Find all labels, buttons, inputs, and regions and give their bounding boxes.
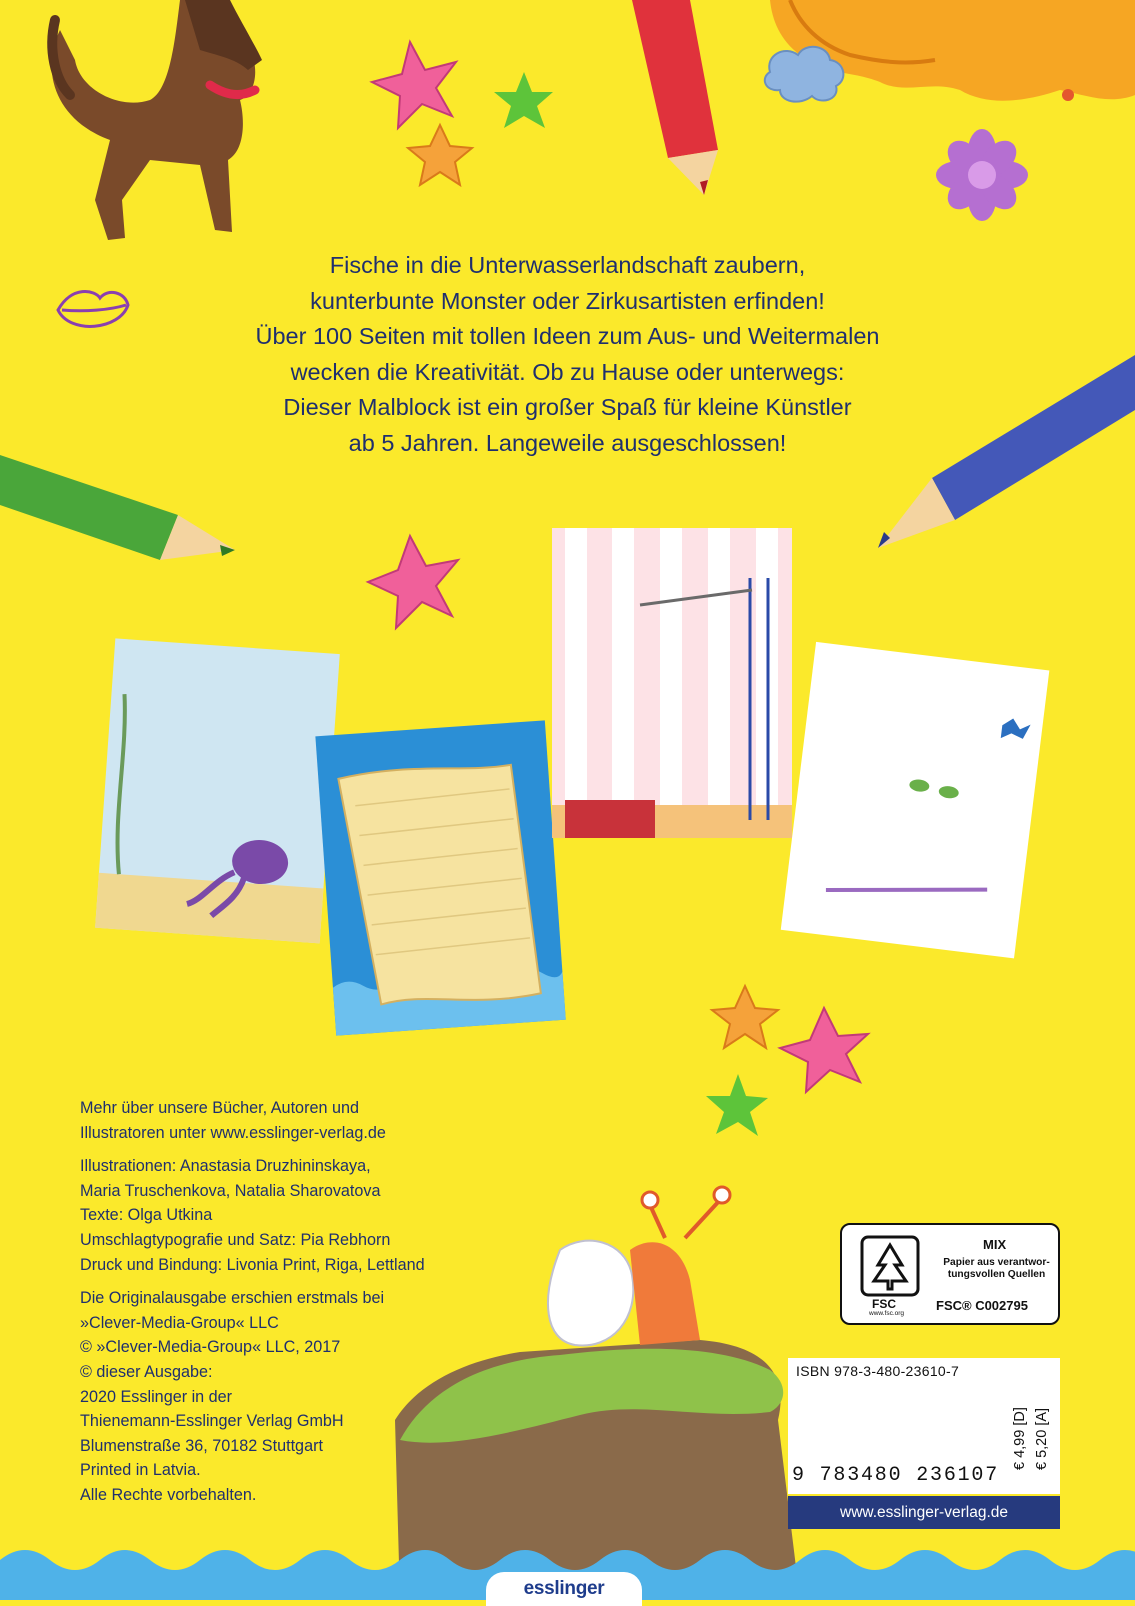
price-germany: € 4,99 [D] xyxy=(1012,1407,1028,1470)
publisher-logo-text: esslinger xyxy=(523,1578,605,1599)
barcode-panel xyxy=(788,1358,1060,1494)
orange-star-illustration xyxy=(408,125,472,185)
imprint-line: Maria Truschenkova, Natalia Sharovatova xyxy=(80,1181,381,1200)
imprint-line: Illustrationen: Anastasia Druzhininskaya, xyxy=(80,1157,371,1176)
imprint-line: »Clever-Media-Group« LLC xyxy=(80,1313,279,1332)
dog-illustration xyxy=(52,0,262,240)
barcode-digits: 9 783480 236107 xyxy=(792,1464,1000,1487)
blurb-line: Dieser Malblock ist ein großer Spaß für kleine Künstler xyxy=(283,394,852,420)
green-star-illustration xyxy=(494,72,553,128)
letter-page-illustration xyxy=(315,720,565,1035)
imprint-line: Alle Rechte vorbehalten. xyxy=(80,1485,257,1504)
imprint-line: Blumenstraße 36, 70182 Stuttgart xyxy=(80,1436,323,1455)
fsc-tree-icon xyxy=(860,1235,920,1297)
underwater-page-illustration xyxy=(95,638,340,943)
imprint-line: Die Originalausgabe erschien erstmals bei xyxy=(80,1289,385,1308)
circus-page-illustration xyxy=(552,528,792,838)
imprint-line: © dieser Ausgabe: xyxy=(80,1362,213,1381)
imprint-line: 2020 Esslinger in der xyxy=(80,1387,233,1406)
pink-star-illustration xyxy=(372,42,456,128)
fsc-wordmark: FSC xyxy=(872,1297,896,1311)
lips-doodle-illustration xyxy=(58,291,128,326)
cover-blurb xyxy=(180,248,955,461)
fsc-label xyxy=(840,1223,1060,1325)
blurb-line: Fische in die Unterwasserlandschaft zaubern, xyxy=(329,252,806,278)
red-pencil-illustration xyxy=(632,0,718,195)
imprint-line: Umschlagtypografie und Satz: Pia Rebhorn xyxy=(80,1230,391,1249)
imprint-line: Druck und Bindung: Livonia Print, Riga, Lettland xyxy=(80,1255,425,1274)
blurb-line: ab 5 Jahren. Langeweile ausgeschlossen! xyxy=(348,429,787,456)
pink-star-illustration xyxy=(368,536,458,628)
fsc-paper-text: Papier aus verantwor-tungsvollen Quellen xyxy=(943,1257,1050,1280)
publisher-logo xyxy=(486,1572,642,1606)
monster-page-illustration xyxy=(781,642,1050,958)
blurb-line: Über 100 Seiten mit tollen Ideen zum Aus- und Weitermalen xyxy=(255,323,880,349)
snail-illustration xyxy=(548,1187,730,1346)
imprint xyxy=(80,1096,500,1508)
imprint-line: Mehr über unsere Bücher, Autoren und xyxy=(80,1099,359,1117)
imprint-line: Illustratoren unter www.esslinger-verlag.de xyxy=(80,1123,386,1142)
imprint-line: © »Clever-Media-Group« LLC, 2017 xyxy=(80,1338,341,1357)
orange-star-illustration xyxy=(712,986,778,1048)
imprint-line: Thienemann-Esslinger Verlag GmbH xyxy=(80,1412,344,1431)
blurb-line: kunterbunte Monster oder Zirkusartisten erfinden! xyxy=(310,287,825,314)
fsc-mix: MIX xyxy=(983,1237,1007,1252)
imprint-line: Texte: Olga Utkina xyxy=(80,1206,213,1225)
blurb-line: wecken die Kreativität. Ob zu Hause oder unterwegs: xyxy=(290,358,845,385)
price-block xyxy=(1010,1382,1058,1472)
flower-illustration xyxy=(936,129,1028,221)
green-pencil-illustration xyxy=(0,455,235,560)
publisher-website: www.esslinger-verlag.de xyxy=(788,1496,1060,1529)
fsc-license-code: FSC® C002795 xyxy=(936,1298,1028,1313)
isbn-text: ISBN 978-3-480-23610-7 xyxy=(796,1363,960,1379)
price-austria: € 5,20 [A] xyxy=(1034,1407,1050,1470)
fsc-url: www.fsc.org xyxy=(869,1310,905,1317)
pink-star-illustration xyxy=(780,1008,868,1092)
imprint-line: Printed in Latvia. xyxy=(80,1461,201,1480)
green-star-illustration xyxy=(706,1074,768,1136)
